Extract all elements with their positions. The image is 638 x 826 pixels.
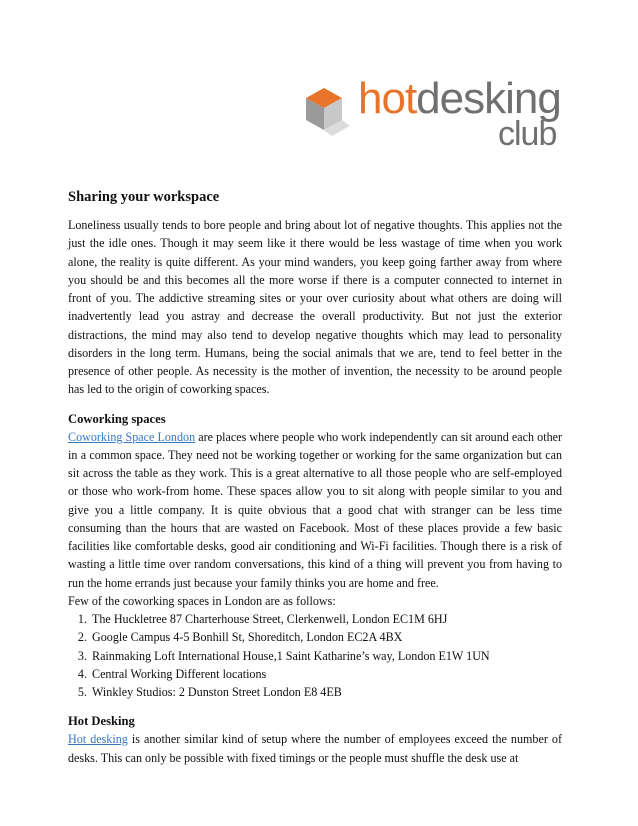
paragraph-coworking: [68, 428, 562, 592]
logo-cube-icon: [302, 80, 362, 150]
paragraph-coworking-text: are places where people who work independently can sit around each other in a common space. They need not be working together or working for the same organization but can sit across the table as they work. This is a great alternative to all those people who are self-employed or those who work-from home. These spaces allow you to sit along with people similar to you and give you a little company. It is quite obvious that a good chat with stranger can be less time consuming than the hours that are wasted on Facebook. Most of these places provide a few basic facilities like comfortable desks, good air conditioning and Wi-Fi facilities. Though there is a risk of wasting a little time over random conversations, this kind of a thing will prevent you from having to run the home errands just because your family thinks you are home and free.: [68, 429, 563, 590]
list-item: 2. Google Campus 4-5 Bonhill St, Shoreditch, London EC2A 4BX: [90, 628, 562, 646]
section-heading-sharing: Sharing your workspace: [68, 189, 220, 205]
list-item: 3. Rainmaking Loft International House,1 Saint Katharine’s way, London E1W 1UN: [90, 647, 562, 665]
section-heading-hot-desking: Hot Desking: [68, 714, 135, 729]
paragraph-sharing: Loneliness usually tends to bore people and bring about lot of negative thoughts. This applies not the just the idle ones. Though it may seem like it there would be less wastage of time when you work alone, the reality is quite different. As your mind wanders, you keep going farther away from where you should be and this becomes all the more worse if there is a computer connected to internet in front of you. The addictive streaming sites or your over curiosity about what others are doing will inadvertently lead you astray and decrease the overall productivity. But not just the exterior distractions, the mind may also tend to develop negative thoughts which may lead to personality disorders in the long term. Humans, being the social animals that we are, tend to feel better in the presence of other people. As necessity is the mother of invention, the necessity to be around people has led to the origin of coworking spaces.: [68, 218, 562, 397]
logo-club-text: club: [498, 115, 557, 153]
logo-hot-text: hot: [358, 74, 417, 123]
list-item: 4. Central Working Different locations: [90, 665, 562, 683]
paragraph-hot-desking-text: is another similar kind of setup where the number of employees exceed the number of desks. This can only be possible with fixed timings or the people must shuffle the desk use at: [68, 732, 562, 765]
document-body: [68, 188, 562, 767]
list-item: 5. Winkley Studios: 2 Dunston Street London E8 4EB: [90, 683, 562, 701]
section-heading-coworking: Coworking spaces: [68, 411, 166, 426]
coworking-space-london-link[interactable]: Coworking Space London: [68, 429, 196, 444]
coworking-list: [68, 610, 562, 701]
logo-desking-text: desking: [416, 74, 561, 123]
paragraph-hot-desking: [68, 730, 562, 767]
hot-desking-link[interactable]: Hot desking: [68, 732, 128, 747]
list-item: 1. The Huckletree 87 Charterhouse Street, Clerkenwell, London EC1M 6HJ: [90, 610, 562, 628]
list-intro: Few of the coworking spaces in London are as follows:: [68, 593, 336, 608]
hotdesking-club-logo: [302, 72, 572, 162]
